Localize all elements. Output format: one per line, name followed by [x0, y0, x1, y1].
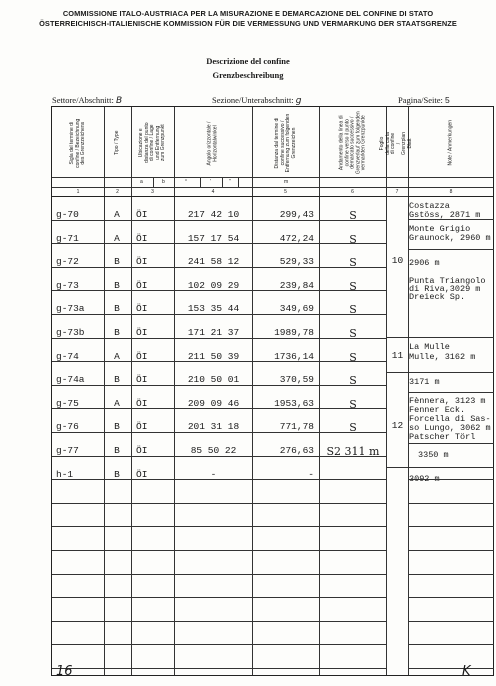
mark-location: ÖI [136, 209, 148, 220]
row-divider [408, 668, 494, 669]
boundary-table [51, 106, 494, 676]
page-field [398, 95, 450, 105]
mark-location: ÖI [136, 397, 148, 409]
note-text: 3171 m [409, 377, 440, 387]
note-text: Patscher Törl [409, 432, 476, 442]
distance-value: 472,24 [279, 232, 314, 244]
distance-value: 771,78 [279, 421, 314, 433]
mark-type: B [114, 445, 120, 456]
note-text: Dreieck Sp. [409, 292, 466, 302]
mark-location: ÖI [136, 303, 148, 315]
col-num-2: 2 [116, 189, 119, 195]
boundary-course-symbol: S [349, 232, 357, 246]
mark-type: B [114, 256, 120, 268]
distance-value: 1989,78 [274, 327, 314, 338]
title-italian: Descrizione del confine [206, 56, 290, 66]
col-header-6: Andamento della linea di confine verso il punto demarcato successivo / Grenzverlauf zum folgenden vermarkten Grenzpunkte [337, 111, 366, 175]
col-header-5: Distanza dal termine di confine successivo / Entfernung zum folgenden Grenzzeichen [273, 113, 296, 173]
page-value: 5 [444, 95, 450, 105]
horizontal-angle: 241 58 12 [187, 256, 240, 268]
row-divider [52, 644, 386, 645]
boundary-mark-code: g-73a [56, 303, 85, 315]
mark-type: A [114, 397, 120, 409]
note-text: Graunock, 2960 m [409, 233, 491, 243]
horizontal-angle: 210 50 01 [187, 374, 240, 386]
boundary-course-symbol: S2 311 m [326, 445, 380, 458]
col-header-7: Foglio della carta di confine / Grenzplan Blatt [379, 131, 413, 155]
boundary-course-symbol: S [349, 350, 357, 364]
horizontal-angle: 153 35 44 [187, 303, 240, 315]
boundary-course-symbol: S [349, 209, 357, 222]
mark-type: B [114, 468, 120, 480]
subheader-b: b [162, 179, 165, 185]
note-text: so Lungo, 3062 m [409, 423, 491, 433]
mark-type: B [114, 374, 120, 386]
row-divider [52, 503, 386, 504]
horizontal-angle: 157 17 54 [187, 232, 240, 244]
horizontal-angle: 102 09 29 [187, 279, 240, 291]
subheader-sec: " [229, 179, 231, 185]
boundary-mark-code: g-71 [56, 232, 79, 244]
subheader-min: ' [210, 179, 211, 185]
boundary-mark-code: g-76 [56, 421, 79, 433]
note-text: Fenner Eck. [409, 405, 466, 415]
horizontal-angle: 171 21 37 [187, 327, 240, 338]
section-field [212, 95, 302, 106]
row-divider [408, 574, 494, 575]
boundary-mark-code: g-70 [56, 209, 79, 220]
boundary-mark-code: g-72 [56, 256, 79, 268]
mark-location: ÖI [136, 256, 148, 268]
page-label: Pagina/Seite: [398, 95, 443, 105]
header-line-german: ÖSTERREICHISCH-ITALIENISCHE KOMMISSION FÜR DIE VERMESSUNG UND VERMARKUNG DER STAATSGRENZE [39, 19, 457, 28]
mark-location: ÖI [136, 468, 148, 480]
mark-type: A [114, 350, 120, 362]
horizontal-angle: 85 50 22 [190, 445, 237, 456]
col-header-1: Sigla del termine di confine / Bezeichnung des Grenzzeichens [68, 118, 86, 168]
sector-label: Settore/Abschnitt: [52, 95, 114, 105]
distance-value: 276,63 [279, 445, 314, 456]
row-divider [52, 550, 386, 551]
note-text: Punta Triangolo [409, 276, 486, 286]
col-header-3: Ubicazione e distanza del punto di confine / Lage und Entfernung zum Grenzpunkt [137, 122, 166, 164]
row-divider [408, 479, 494, 480]
col-num-7: 7 [395, 189, 399, 195]
note-divider [408, 443, 494, 444]
mark-location: ÖI [136, 445, 148, 456]
note-divider [408, 219, 494, 220]
mark-type: A [114, 232, 120, 244]
row-divider [408, 597, 494, 598]
subheader-m: m [284, 179, 289, 185]
corner-mark-right: K [462, 664, 471, 679]
note-text: Costazza [409, 201, 450, 211]
col-num-8: 8 [449, 189, 453, 195]
boundary-mark-code: g-77 [56, 445, 79, 456]
boundary-mark-code: g-75 [56, 397, 79, 409]
note-text: La Mulle [409, 342, 450, 352]
distance-value: 349,69 [279, 303, 314, 315]
distance-value: 1736,14 [274, 350, 314, 362]
col-header-2: Tipo / Type [113, 130, 120, 156]
mark-location: ÖI [136, 279, 148, 291]
boundary-course-symbol: S [349, 303, 357, 317]
boundary-course-symbol: S [349, 421, 357, 435]
boundary-course-symbol: S [349, 374, 357, 388]
row-divider [408, 621, 494, 622]
row-divider [52, 526, 386, 527]
sheet-number: 10 [391, 255, 404, 266]
boundary-course-symbol: S [349, 397, 357, 411]
title-german: Grenzbeschreibung [212, 70, 284, 80]
note-text: Mulle, 3162 m [409, 352, 476, 362]
note-text: Monte Grigio [409, 224, 471, 234]
sheet-divider [386, 372, 408, 373]
horizontal-angle: 211 50 39 [187, 350, 240, 362]
note-divider [408, 337, 494, 338]
boundary-mark-code: g-73b [56, 327, 85, 338]
row-divider [408, 550, 494, 551]
mark-location: ÖI [136, 327, 148, 338]
col-num-1: 1 [76, 189, 80, 195]
row-divider [52, 597, 386, 598]
horizontal-angle: 217 42 10 [187, 209, 240, 220]
sheet-divider [386, 337, 408, 338]
boundary-mark-code: g-73 [56, 279, 79, 291]
sheet-divider [386, 196, 408, 197]
horizontal-angle: 201 31 18 [187, 421, 240, 433]
mark-location: ÖI [136, 421, 148, 433]
note-text: di Riva,3029 m [409, 284, 481, 294]
distance-value: - [308, 468, 314, 480]
row-divider [408, 503, 494, 504]
col-num-3: 3 [151, 189, 154, 195]
row-divider [52, 574, 386, 575]
row-divider [52, 621, 386, 622]
boundary-mark-code: g-74a [56, 374, 85, 386]
note-divider [408, 392, 494, 393]
note-text: 3350 m [418, 450, 449, 460]
sector-field [52, 95, 122, 106]
subheader-a: a [140, 179, 143, 185]
mark-type: B [114, 421, 120, 433]
sheet-number: 12 [391, 420, 404, 431]
note-divider [408, 372, 494, 373]
section-label: Sezione/Unterabschnitt: [212, 95, 294, 105]
note-divider [408, 249, 494, 250]
mark-location: ÖI [136, 350, 148, 362]
col-num-6: 6 [351, 189, 354, 195]
distance-value: 299,43 [279, 209, 314, 220]
mark-type: B [114, 303, 120, 315]
mark-location: ÖI [136, 374, 148, 386]
row-divider [52, 668, 386, 669]
subheader-deg: ° [185, 179, 187, 185]
mark-location: ÖI [136, 232, 148, 244]
horizontal-angle: 209 09 46 [187, 397, 240, 409]
distance-value: 529,33 [279, 256, 314, 268]
col-header-8: Note / Anmerkungen [447, 120, 454, 166]
boundary-mark-code: h-1 [56, 468, 74, 480]
mark-type: B [114, 279, 120, 291]
note-text: Gstöss, 2871 m [409, 210, 481, 220]
boundary-mark-code: g-74 [56, 350, 79, 362]
note-text: Forcella di Sas- [409, 414, 491, 424]
mark-type: A [114, 209, 120, 220]
corner-mark-left: 16 [56, 664, 73, 679]
note-divider [408, 467, 494, 468]
distance-value: 239,84 [279, 279, 314, 291]
note-text: 2906 m [409, 258, 440, 268]
sheet-divider [386, 467, 408, 468]
row-divider [408, 526, 494, 527]
sheet-number: 11 [391, 350, 404, 361]
horizontal-angle: - [210, 468, 217, 480]
distance-value: 1953,63 [274, 397, 314, 409]
col-num-4: 4 [211, 189, 215, 195]
row-divider [408, 644, 494, 645]
boundary-course-symbol: S [349, 256, 357, 270]
boundary-course-symbol: S [349, 327, 357, 340]
col-num-5: 5 [284, 189, 287, 195]
sector-value: B [115, 96, 123, 106]
note-text: Fènnera, 3123 m [409, 396, 486, 406]
note-text: 3092 m [409, 474, 440, 484]
distance-value: 370,59 [279, 374, 314, 386]
header-line-italian: COMMISSIONE ITALO-AUSTRIACA PER LA MISURAZIONE E DEMARCAZIONE DEL CONFINE DI STATO [62, 9, 434, 18]
mark-type: B [114, 327, 120, 338]
boundary-course-symbol: S [349, 279, 357, 293]
section-value: g [295, 96, 302, 106]
col-header-4: Angolo orizzontale / Horizontalwinkel [206, 121, 218, 165]
